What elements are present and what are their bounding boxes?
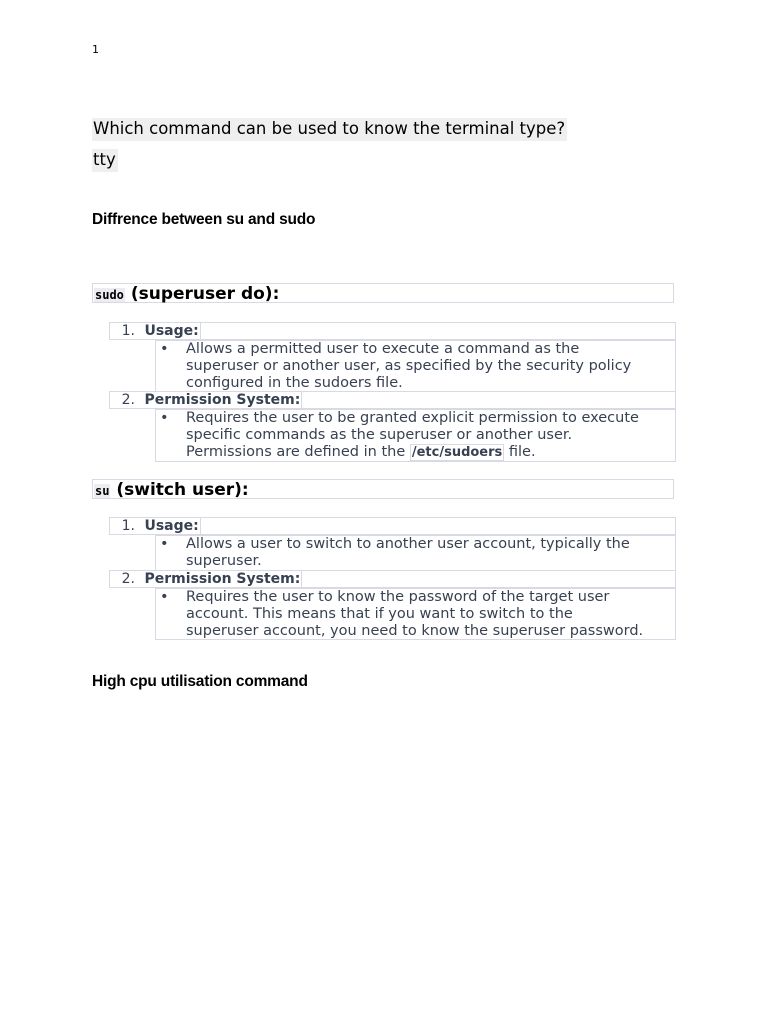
sudo-title-text: (superuser do): (124, 284, 280, 304)
sudo-section-title (92, 283, 674, 303)
item-label: Permission System: (139, 571, 302, 588)
su-code: su (95, 484, 110, 498)
bullet-dot: • (160, 410, 169, 426)
sudo-item-1-row (109, 322, 676, 340)
bullet-line: Requires the user to know the password of the target user (186, 589, 610, 605)
bullet-line: configured in the sudoers file. (186, 375, 403, 391)
bullet-line: superuser. (186, 553, 262, 569)
item-number: 2. (121, 571, 135, 587)
bullet-line-suffix: file. (504, 444, 536, 460)
su-item-2-bullet (155, 588, 676, 640)
su-item-2-row (109, 570, 676, 588)
bullet-text (186, 589, 675, 640)
bullet-text (186, 341, 675, 392)
bullet-line-prefix: Permissions are defined in the (186, 444, 410, 460)
su-item-1-row (109, 517, 676, 535)
bullet-line: account. This means that if you want to switch to the (186, 606, 573, 622)
bullet-line (186, 444, 675, 461)
page-number: 1 (92, 43, 99, 56)
sudo-item-1-bullet (155, 340, 676, 392)
bullet-line: superuser account, you need to know the superuser password. (186, 623, 644, 639)
bullet-line: superuser or another user, as specified by the security policy (186, 358, 632, 374)
su-section-title (92, 479, 674, 499)
sudo-item-2-bullet (155, 409, 676, 462)
item-number: 1. (121, 518, 135, 534)
bullet-line: Allows a permitted user to execute a command as the (186, 341, 580, 357)
question-text: Which command can be used to know the terminal type? (92, 118, 567, 141)
item-number: 2. (121, 392, 135, 408)
bullet-dot: • (160, 536, 169, 552)
heading-cpu: High cpu utilisation command (92, 673, 308, 690)
item-label: Usage: (139, 518, 200, 535)
item-number: 1. (121, 323, 135, 339)
sudo-item-2-row (109, 391, 676, 409)
bullet-line: specific commands as the superuser or another user. (186, 427, 573, 443)
bullet-text (186, 536, 675, 570)
su-item-1-bullet (155, 535, 676, 571)
sudo-code: sudo (95, 288, 124, 302)
item-label: Permission System: (139, 392, 302, 409)
bullet-line: Requires the user to be granted explicit permission to execute (186, 410, 639, 426)
bullet-line: Allows a user to switch to another user account, typically the (186, 536, 630, 552)
item-label: Usage: (139, 323, 200, 340)
sudoers-path-code: /etc/sudoers (411, 445, 503, 460)
answer-text: tty (92, 149, 118, 172)
su-title-text: (switch user): (110, 480, 249, 500)
bullet-dot: • (160, 589, 169, 605)
bullet-dot: • (160, 341, 169, 357)
heading-difference: Diffrence between su and sudo (92, 211, 316, 228)
bullet-text (186, 410, 675, 461)
